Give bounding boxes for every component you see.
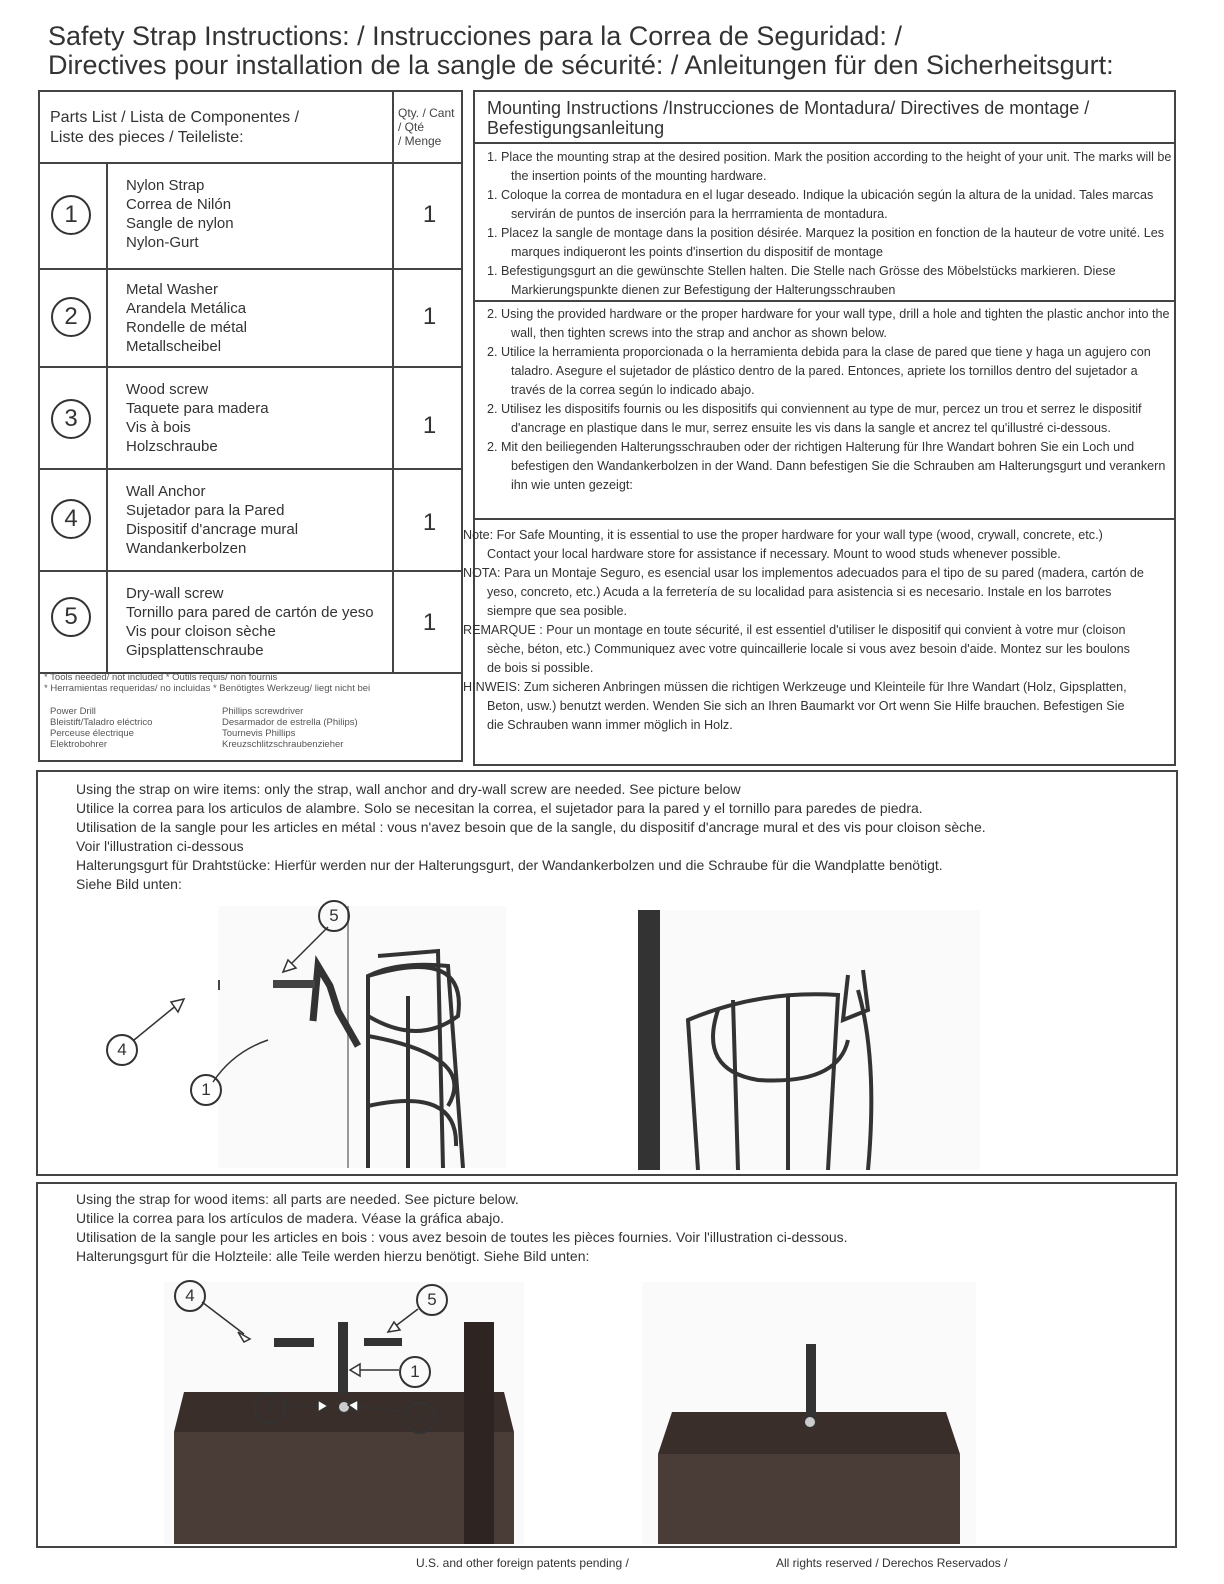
instruction-line: Utilice la correa para los articulos de alambre. Solo se necesitan la correa, el sujetador para la pared y el tornillo para paredes de piedra. [76,800,923,816]
callout-5: 5 [416,1284,448,1316]
wood-items-section [36,1182,1177,1548]
mounting-note [463,520,1174,764]
parts-list [38,90,463,762]
part-row-1 [40,162,461,270]
tool-name: Desarmador de estrella (Philips) [222,717,358,728]
mounting-step-2 [475,302,1174,520]
mounting-step-1 [475,144,1174,302]
part-number-cell [40,468,108,570]
wire-items-section [36,770,1178,1176]
part-number-badge: 4 [51,499,91,539]
qty-header-line: Qty. / Cant [398,106,455,120]
part-name: Metal Washer [126,281,218,298]
note-text: Note: For Safe Mounting, it is essential to use the proper hardware for your wall type (wood, crywall, concrete, etc.) Contact your local hardware store for assistance if necessary. Mount to wood studs whenever possible. [463,528,1103,561]
wire-photo-mounted [638,910,980,1170]
part-number-badge: 2 [51,297,91,337]
part-names [126,280,247,356]
instruction-line: Halterungsgurt für die Holzteile: alle Teile werden hierzu benötigt. Siehe Bild unten: [76,1248,590,1264]
part-names [126,482,298,558]
part-name: Sujetador para la Pared [126,502,285,519]
title-line-2: Directives pour installation de la sangle de sécurité: / Anleitungen für den Sicherheitsgurt: [48,50,1114,80]
part-qty: 1 [392,570,465,672]
note-text: HINWEIS: Zum sicheren Anbringen müssen die richtigen Werkzeuge und Kleinteile für Ihre Wandart (Holz, Gipsplatten, Beton, usw.) benutzt werden. Wenden Sie sich an Ihren Baumarkt vor Ort wenn Sie Hilfe brauchen. Befestigen Sie die Schrauben wann immer möglich in Holz. [463,680,1127,732]
mounting-instructions [463,90,1176,766]
parts-header [40,92,461,164]
part-names [126,584,374,660]
parts-header-line: Parts List / Lista de Componentes / [50,109,300,126]
tool-name: Perceuse électrique [50,728,134,739]
qty-header [392,92,463,162]
note-text: NOTA: Para un Montaje Seguro, es esencial usar los implementos adecuados para el tipo de su pared (madera, cartón de yeso, concreto, etc.) Acuda a la ferretería de su localidad para asistencia si es necesario. Instale en los barrotes siempre que sea posible. [463,566,1144,618]
part-qty: 1 [392,468,465,570]
part-name: Arandela Metálica [126,300,247,317]
step-text: 1. Coloque la correa de montadura en el lugar deseado. Indique la ubicación según la altura de la unidad. Tales marcas servirán de puntos de inserción para la herrramienta de montadura. [487,188,1154,221]
part-name: Correa de Nilón [126,196,232,213]
part-name: Vis pour cloison sèche [126,623,276,640]
tools-note-line: * Herramientas requeridas/ no incluidas * Benötigtes Werkzeug/ liegt nicht bei [44,683,371,694]
wood-callout-arrows [38,1184,1175,1544]
callout-5: 5 [318,900,350,932]
callout-1: 1 [399,1356,431,1388]
note-text: REMARQUE : Pour un montage en toute sécurité, il est essentiel d'utiliser le dispositif qui convient à votre mur (cloison sèche, béton, etc.) Communiquez avec votre quincaillerie locale si vous avez besoin d'aide. Montez sur les boulons de bois si possible. [463,623,1130,675]
qty-header-line: / Menge [398,134,442,148]
part-name: Dispositif d'ancrage mural [126,521,299,538]
part-name: Nylon-Gurt [126,234,199,251]
callout-2: 2 [254,1392,286,1424]
part-qty: 1 [392,268,465,366]
part-qty: 1 [392,162,465,268]
instruction-line: Using the strap on wire items: only the strap, wall anchor and dry-wall screw are needed. See picture below [76,781,741,797]
callout-1: 1 [190,1074,222,1106]
tool-name: Bleistift/Taladro eléctrico [50,717,153,728]
part-name: Metallscheibel [126,338,222,355]
mounting-header-line: Mounting Instructions /Instrucciones de Montadura/ Directives de montage / [487,98,1090,118]
part-name: Tornillo para pared de cartón de yeso [126,604,374,621]
footer-rights: All rights reserved / Derechos Reservados / [776,1556,1008,1570]
part-name: Wall Anchor [126,483,206,500]
tool-name: Tournevis Phillips [222,728,296,739]
part-names [126,380,269,456]
step-text: 1. Befestigungsgurt an die gewünschte Stellen halten. Die Stelle nach Grösse des Möbelstücks markieren. Diese Markierungspunkte dienen zur Befestigung der Halterungsschrauben [487,264,1116,297]
instruction-line: Siehe Bild unten: [76,876,182,892]
instruction-line: Using the strap for wood items: all parts are needed. See picture below. [76,1191,519,1207]
tools-note-line: * Tools needed/ not included * Outils requis/ non fournis [44,672,278,683]
title-line-1: Safety Strap Instructions: / Instrucciones para la Correa de Seguridad: / [48,21,902,51]
part-name: Wandankerbolzen [126,540,247,557]
tool-name: Elektrobohrer [50,739,108,750]
part-number-cell [40,570,108,672]
part-name: Sangle de nylon [126,215,234,232]
part-number-cell [40,268,108,366]
wood-table-mounted-illustration [642,1282,976,1544]
wire-callout-arrows [38,772,1176,1172]
part-name: Nylon Strap [126,177,205,194]
step-text: 2. Mit den beiliegenden Halterungsschrauben oder der richtigen Halterung für Ihre Wandart bohren Sie ein Loch und befestigen den Wandankerbolzen in der Wand. Dann befestigen Sie die Schrauben am Halterungsgurt und verankern ihn wie unten gezeigt: [487,440,1166,492]
instruction-line: Utilice la correa para los artículos de madera. Véase la gráfica abajo. [76,1210,504,1226]
callout-3: 3 [404,1402,436,1434]
part-number-badge: 3 [51,399,91,439]
wood-photo-mounted [642,1282,976,1544]
tools-note [44,672,370,694]
step-text: 2. Using the provided hardware or the proper hardware for your wall type, drill a hole and tighten the plastic anchor into the wall, then tighten screws into the strap and anchor as shown below. [487,307,1170,340]
part-number-badge: 1 [51,195,91,235]
tool-name: Phillips screwdriver [222,706,304,717]
part-row-5 [40,570,461,674]
part-row-3 [40,366,461,470]
part-name: Rondelle de métal [126,319,247,336]
instruction-line: Halterungsgurt für Drahtstücke: Hierfür werden nur der Halterungsgurt, der Wandankerbolzen und die Schraube für die Wandplatte benötigt. [76,857,943,873]
instruction-line: Utilisation de la sangle pour les articles en métal : vous n'avez besoin que de la sangle, du dispositif d'ancrage mural et des vis pour cloison sèche. [76,819,986,835]
part-number-cell [40,162,108,268]
mounting-header-line: Befestigungsanleitung [487,118,665,138]
part-number-badge: 5 [51,597,91,637]
callout-4: 4 [174,1280,206,1312]
part-row-2 [40,268,461,368]
part-name: Dry-wall screw [126,585,224,602]
part-names [126,176,234,252]
tool-name: Kreuzschlitzschraubenzieher [222,739,344,750]
part-name: Vis à bois [126,419,191,436]
step-text: 1. Place the mounting strap at the desired position. Mark the position according to the height of your unit. The marks will be the insertion points of the mounting hardware. [487,150,1172,183]
mounting-header [475,92,1174,144]
tool-name: Power Drill [50,706,96,717]
tools-list-right [222,706,422,750]
step-text: 2. Utilice la herramienta proporcionada o la herramienta debida para la clase de pared que tiene y haga un agujero con taladro. Asegure el sujetador de plástico dentro de la pared. Entonces, apriete los tornillos dentro del sujetador a través de la correa según lo indicado abajo. [487,345,1151,397]
page-title [48,22,1114,80]
step-text: 1. Placez la sangle de montage dans la position désirée. Marquez la position en fonction de la hauteur de votre unité. Les marques indiqueront les points d'insertion du dispositif de montage [487,226,1165,259]
callout-4: 4 [106,1034,138,1066]
part-name: Taquete para madera [126,400,269,417]
parts-header-line: Liste des pieces / Teileliste: [50,129,244,146]
part-qty: 1 [392,366,465,468]
part-number-cell [40,366,108,468]
qty-header-line: / Qté [398,120,425,134]
part-name: Gipsplattenschraube [126,642,264,659]
instruction-line: Voir l'illustration ci-dessous [76,838,244,854]
part-name: Holzschraube [126,438,218,455]
parts-header-label [50,108,299,148]
footer-patents: U.S. and other foreign patents pending / [416,1556,629,1570]
part-name: Wood screw [126,381,209,398]
tools-list-left [50,706,220,750]
part-row-4 [40,468,461,572]
instruction-line: Utilisation de la sangle pour les articles en bois : vous avez besoin de toutes les pièces fournies. Voir l'illustration ci-dessous. [76,1229,848,1245]
wire-rack-mounted-illustration [638,910,980,1170]
step-text: 2. Utilisez les dispositifs fournis ou les dispositifs qui conviennent au type de mur, percez un trou et serrez le dispositif d'ancrage en plastique dans le mur, serrez ensuite les vis dans la sangle et ancrez tel qu'illustré ci-dessous. [487,402,1142,435]
